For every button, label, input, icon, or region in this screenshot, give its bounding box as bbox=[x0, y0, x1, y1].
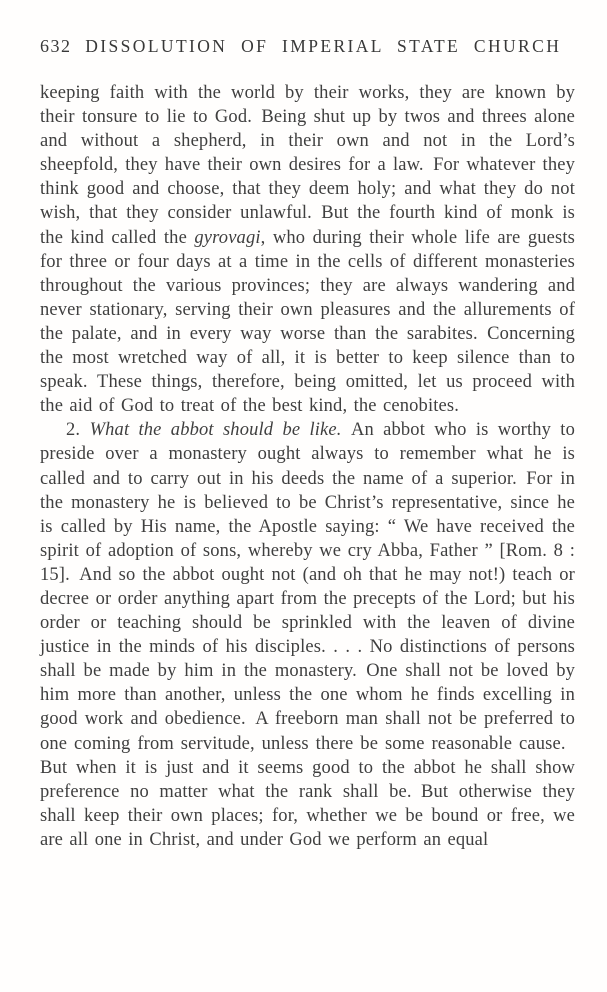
body-text: 2. bbox=[66, 420, 90, 441]
running-title: DISSOLUTION OF IMPERIAL STATE CHURCH bbox=[85, 36, 562, 56]
body-text: , who during their whole life are guests for three or four days at a time in the cells of different monasteries throughout the various provinces; they are always wandering and never stationary, serving their own pleasures and the allurements of the palate, and in every way worse than the sarabites. Concerning the most wretched way of all, it is better to keep silence than to speak. These things, therefore, being omitted, let us proceed with the aid of God to treat of the best kind, the cenobites. bbox=[40, 227, 575, 417]
page-number: 632 bbox=[40, 36, 72, 56]
body-text: keeping faith with the world by their works, they are known by their tonsure to lie to God. Being shut up by twos and threes alone and without a shepherd, in their own and not in the Lord’s sheepfold, they have their own desires for a law. For whatever they think good and choose, that they deem holy; and what they do not wish, that they consider unlawful. But the fourth kind of monk is the kind called the bbox=[40, 83, 575, 248]
paragraph bbox=[40, 81, 575, 418]
text-block bbox=[40, 81, 575, 852]
running-head bbox=[40, 36, 575, 57]
paragraph bbox=[40, 418, 575, 852]
italic-text: What the abbot should be like. bbox=[89, 420, 342, 441]
body-text: An abbot who is worthy to preside over a monastery ought always to remember what he is called and to carry out in his deeds the name of a superior. For in the monastery he is believed to be Christ’s representative, since he is called by His name, the Apostle saying: “ We have received the spirit of adoption of sons, whereby we cry Abba, Father ” [Rom. 8 : 15]. And so the abbot ought not (and oh that he may not!) teach or decree or order anything apart from the precepts of the Lord; but his order or teaching should be sprinkled with the leaven of divine justice in the minds of his disciples. . . . No distinctions of persons shall be made by him in the monastery. One shall not be loved by him more than another, unless the one whom he finds excelling in good work and obedience. A freeborn man shall not be preferred to one coming from servitude, unless there be some reasonable cause. But when it is just and it seems good to the abbot he shall show preference no matter what the rank shall be. But otherwise they shall keep their own places; for, whether we be bound or free, we are all one in Christ, and under God we perform an equal bbox=[40, 420, 575, 850]
italic-text: gyrovagi bbox=[194, 227, 261, 248]
